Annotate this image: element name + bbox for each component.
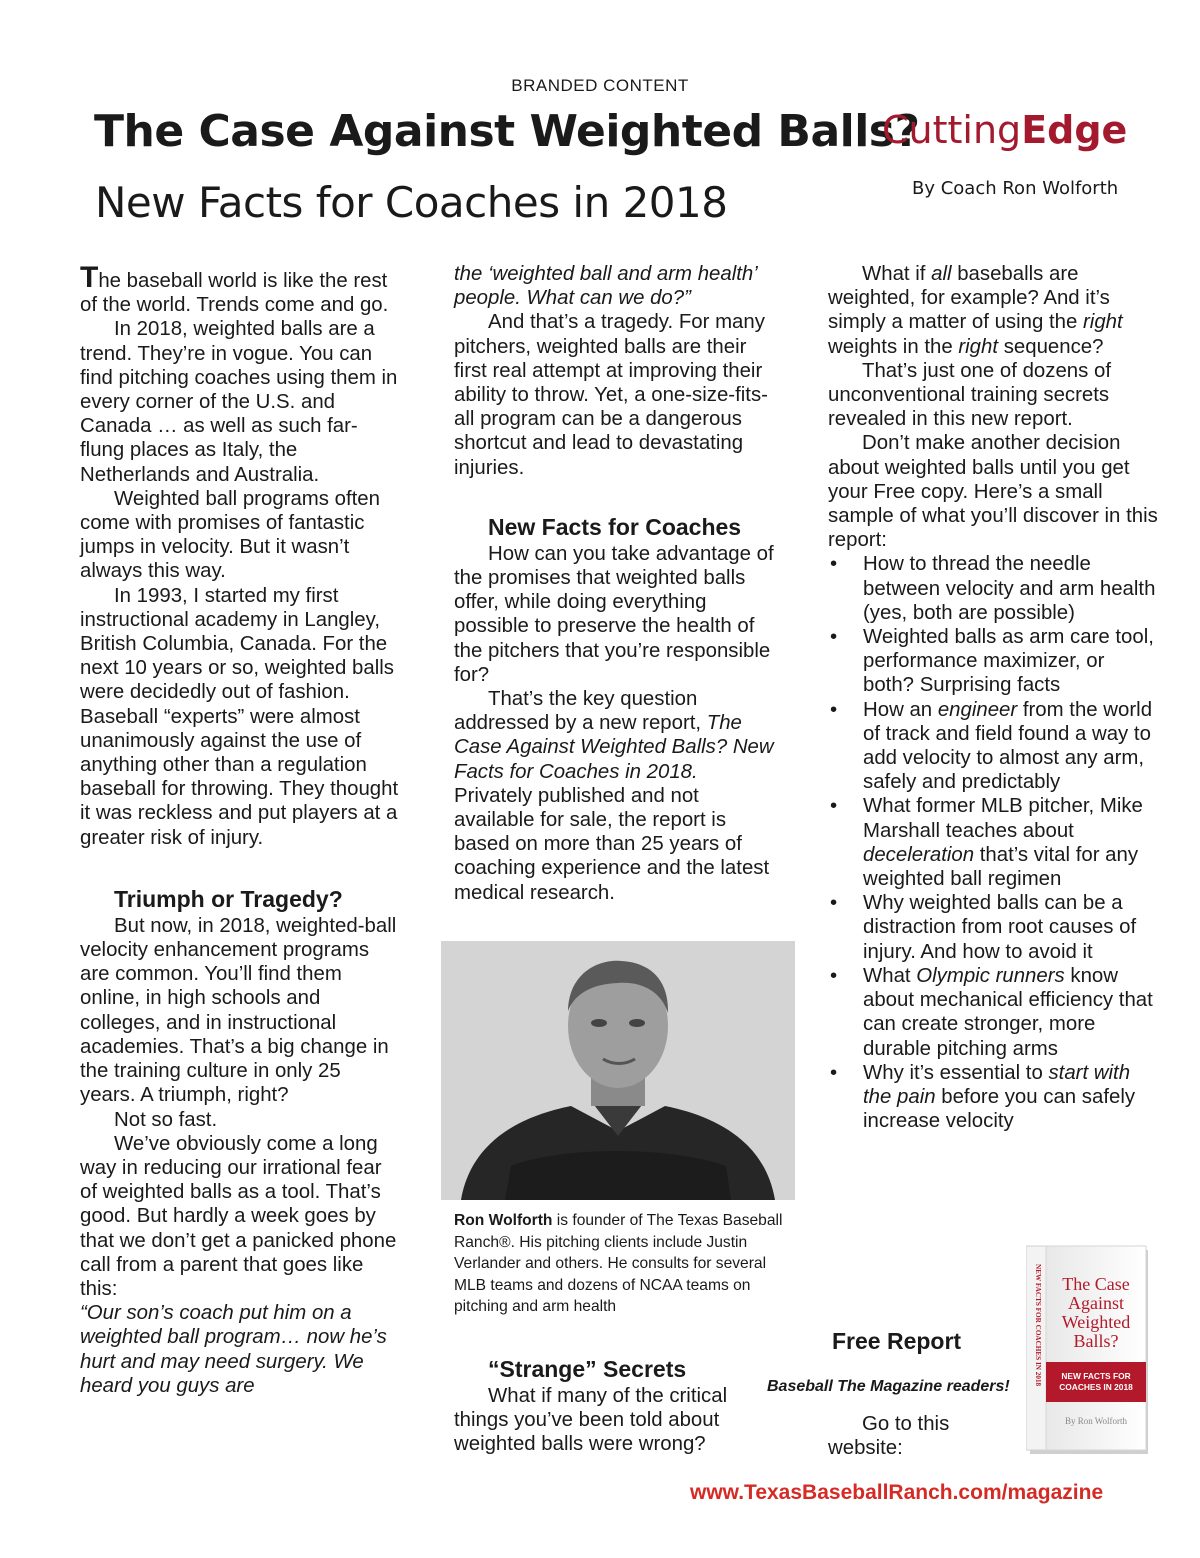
portrait-illustration [441, 941, 795, 1200]
ron-wolforth-photo [441, 941, 795, 1200]
byline: By Coach Ron Wolforth [912, 178, 1119, 199]
paragraph-text: Privately published and not available for sale, the report is based on more than 25 years of coaching experience and the latest medical research. [454, 784, 770, 904]
list-item: • Weighted balls as arm care tool, performance maximizer, or both? Surprising facts [828, 625, 1158, 698]
logo-text-edge: Edge [1021, 108, 1128, 152]
parent-quote-end: the ‘weighted ball and arm health’ people. What can we do?” [454, 263, 757, 310]
paragraph: Don’t make another decision about weighted balls until you get your Free copy. Here’s a small sample of what you’ll discover in this report: [828, 432, 1158, 552]
report-title-italic: The Case Against Weighted Balls? New Facts for Coaches in 2018. [454, 712, 774, 783]
list-item: • Why it’s essential to start with the pain before you can safely increase velocity [828, 1061, 1158, 1134]
section-heading-new-facts: New Facts for Coaches [488, 513, 742, 540]
list-item: • What former MLB pitcher, Mike Marshall teaches about deceleration that’s vital for any weighted ball regimen [828, 794, 1158, 891]
paragraph: What if many of the critical things you’ve been told about weighted balls were wrong? [454, 1385, 728, 1456]
report-book-cover [1026, 1244, 1150, 1456]
list-item: • How to thread the needle between velocity and arm health (yes, both are possible) [828, 552, 1158, 625]
paragraph: In 1993, I started my first instructional academy in Langley, British Columbia, Canada. For the next 10 years or so, weighted balls were decidedly out of fashion. Baseball “experts” were almost unanimously against the use of anything other than a regulation baseball for throwing. They thought it was reckless and put players at a greater risk of injury. [80, 584, 399, 849]
list-item: • How an engineer from the world of track and field found a way to add velocity to almost any arm, safely and predictably [828, 698, 1158, 795]
column-3 [828, 262, 1158, 1133]
section-heading-strange-secrets: “Strange” Secrets [488, 1356, 687, 1382]
go-to-website-text: Go to this website: [828, 1413, 950, 1460]
photo-caption [454, 1210, 794, 1318]
article-title: The Case Against Weighted Balls? [94, 106, 920, 157]
book-title-line: The Case [1062, 1274, 1130, 1294]
drop-cap: T [80, 261, 99, 294]
paragraph: And that’s a tragedy. For many pitchers, weighted balls are their first real attempt at improving their ability to throw. Yet, a one-size-fits-all program can be a dangerous shortcut and lead to devastating injuries. [454, 311, 768, 479]
book-band-text: NEW FACTS FOR [1061, 1371, 1131, 1381]
report-website-link[interactable]: www.TexasBaseballRanch.com/magazine [690, 1481, 1104, 1504]
section-heading-triumph: Triumph or Tragedy? [114, 885, 343, 912]
logo-text-cutting: Cutting [882, 108, 1022, 152]
list-item: • Why weighted balls can be a distraction from root causes of injury. And how to avoid it [828, 891, 1158, 964]
free-report-heading: Free Report [832, 1328, 962, 1354]
paragraph: In 2018, weighted balls are a trend. They’re in vogue. You can find pitching coaches using them in every corner of the U.S. and Canada … as well as such far-flung places as Italy, the Netherlands and Australia. [80, 318, 398, 486]
book-title-line: Against [1068, 1293, 1124, 1313]
paragraph: What if all baseballs are weighted, for example? And it’s simply a matter of using the right weights in the right sequence? [828, 263, 1123, 358]
paragraph [454, 687, 774, 905]
strange-secrets-section [454, 1354, 774, 1457]
book-spine-text: NEW FACTS FOR COACHES IN 2018 [1034, 1264, 1042, 1387]
book-title-line: Weighted [1061, 1312, 1131, 1332]
article-subtitle: New Facts for Coaches in 2018 [95, 178, 728, 227]
book-cover-image [1026, 1244, 1150, 1456]
paragraph: We’ve obviously come a long way in reducing our irrational fear of weighted balls as a tool. That’s good. But hardly a week goes by that we don’t get a panicked phone call from a parent that goes like this: [80, 1132, 397, 1300]
cutting-edge-logo [882, 108, 1127, 152]
caption-text: is founder of The Texas Baseball Ranch®. His pitching clients include Justin Verlander and others. He consults for several MLB teams and dozens of NCAA teams on pitching and arm health [454, 1212, 783, 1315]
paragraph: Not so fast. [114, 1108, 218, 1131]
paragraph: How can you take advantage of the promises that weighted balls offer, while doing everything possible to preserve the health of the pitchers that you’re responsible for? [454, 542, 774, 686]
paragraph: That’s just one of dozens of unconventional training secrets revealed in this new report. [828, 359, 1111, 431]
list-item: • What Olympic runners know about mechanical efficiency that can create stronger, more durable pitching arms [828, 964, 1158, 1061]
report-highlights-list [828, 552, 1158, 1133]
paragraph: But now, in 2018, weighted-ball velocity enhancement programs are common. You’ll find them online, in high schools and colleges, and in instructional academies. That’s a big change in the training culture in only 25 years. A triumph, right? [80, 914, 397, 1107]
branded-content-label: BRANDED CONTENT [511, 76, 689, 95]
paragraph [80, 261, 400, 317]
book-author: By Ron Wolforth [1064, 1416, 1128, 1426]
paragraph: Weighted ball programs often come with promises of fantastic jumps in velocity. But it wasn’t always this way. [80, 487, 380, 583]
column-2 [454, 262, 774, 905]
parent-quote: “Our son’s coach put him on a weighted ball program… now he’s hurt and may need surgery. We heard you guys are [80, 1302, 387, 1397]
paragraph-text: That’s the key question addressed by a new report, [454, 688, 707, 735]
book-band-text: COACHES IN 2018 [1059, 1382, 1133, 1392]
paragraph-text: he baseball world is like the rest of the world. Trends come and go. [80, 270, 389, 317]
book-title-line: Balls? [1073, 1331, 1119, 1351]
caption-name: Ron Wolforth [454, 1212, 553, 1229]
column-1 [80, 261, 400, 1398]
magazine-readers-label: Baseball The Magazine readers! [767, 1378, 1010, 1395]
